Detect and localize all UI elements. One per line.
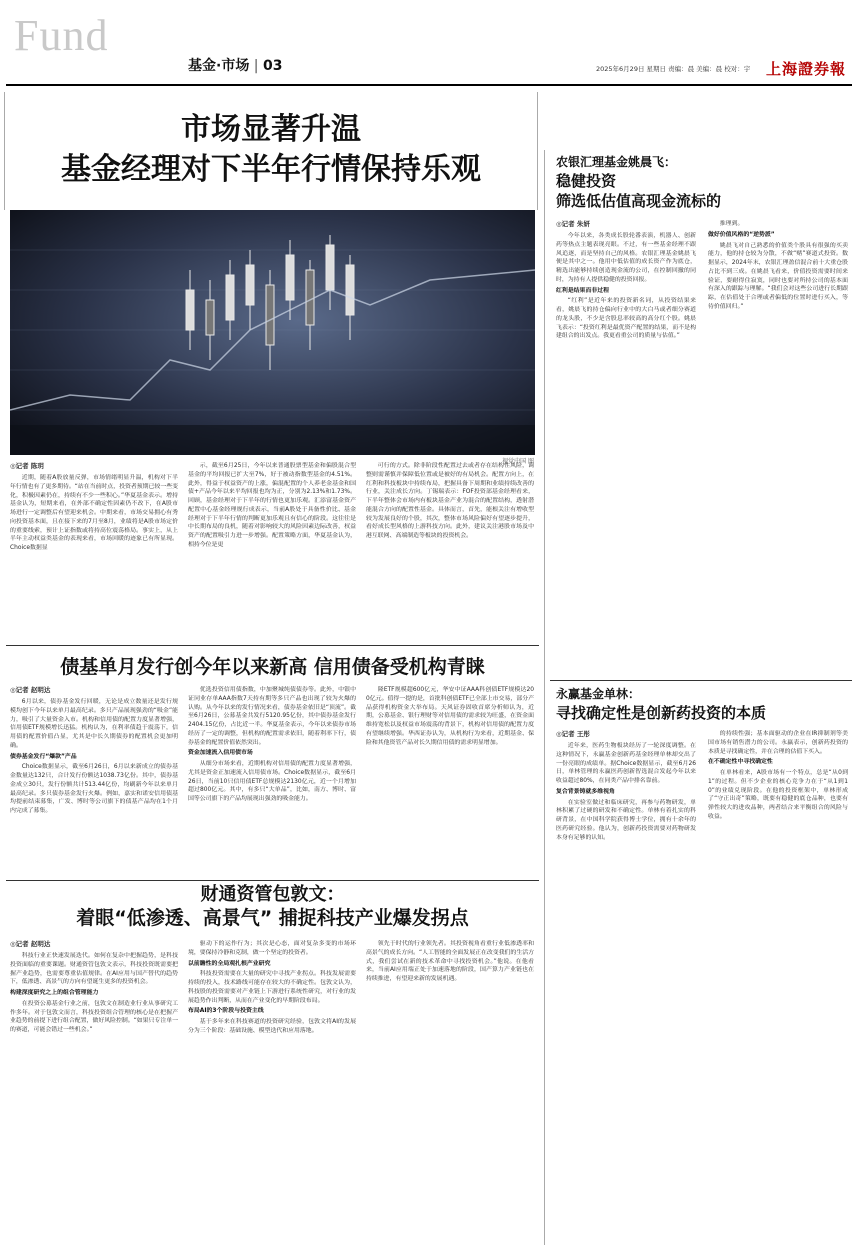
interview-headline-line1: 财通资管包敦文： xyxy=(200,884,345,905)
right1-col-2 xyxy=(708,220,848,675)
bonds-byline: ◎记者 赵明达 xyxy=(10,686,51,694)
right2-paragraph: 的持续性强；基本面驱动的企业在IR抑制剂等美国市场有销售潜力的公司。永赢表示，创新药投资的本质是寻找确定性，并在合理的估值下买入。 xyxy=(708,731,848,755)
right2-paragraph: 近年来，医药生物板块经历了一轮深度调整。在这种情况下，永赢基金创新药基金经理单林却交出了一份亮眼的成绩单。据Choice数据显示，截至6月26日，单林管理的永赢医药创新智选混合发起今年以来收益超过80%，在同类产品中排名靠前。 xyxy=(556,743,696,784)
interview-paragraph: 在投资公募基金行业之前，包敦文在制造业行业从事研究工作多年。对于包敦文而言，科技投资组合管理的核心是在把握产业趋势的前提下进行组合配置，做好风险控制。“如果只专注单一的赛道，可能会错过一些机会。” xyxy=(10,1000,178,1033)
section-name: 基金·市场 xyxy=(188,58,250,74)
right1-subhead-2: 做好价值风格的“逆势派” xyxy=(708,231,775,238)
bonds-headline: 债基单月发行创今年以来新高 信用债备受机构青睐 xyxy=(60,656,485,678)
section-rule xyxy=(6,645,539,646)
bonds-paragraph: 6月以来，债券基金发行回暖，无论是成立数量还是发行规模均创下今年以来单月最高纪录。多只产品展现强劲的“吸金”能力，吸引了大量资金入市。机构和信用债的配置力度显著增强，信用债ETF规模增长迅猛。机构认为，在利率债趋于震荡下，信用债的配置价值凸显，尤其是中长久期债券的配置机会更加明确。 xyxy=(10,699,178,749)
lead-col-2 xyxy=(188,462,356,640)
right1-paragraph: 姚晨飞对自己熟悉的价值类个股具有很强的买卖能力，他的持仓较为分散，不做“赌”赛道式投资。数据显示，2024年末，农银汇理盈信混合前十大重仓股占比不到三成。在姚晨飞看来，价值投资需要时间来验证，要耐得住寂寞，同时也要对所持公司的基本面有深入的跟踪与理解。“我们会对这些公司进行长期跟踪，在估值处于合理或者偏低的位置时进行买入，等待价值回归。” xyxy=(708,242,848,310)
right1-headline-line2: 筛选低估值高现金流标的 xyxy=(556,192,722,210)
section-rule xyxy=(6,880,539,881)
bonds-col-3 xyxy=(366,686,534,874)
page-number: 03 xyxy=(262,58,283,74)
interview-subhead-3: 布局AI的3个阶段与投资主线 xyxy=(188,1008,264,1015)
interview-subhead-1: 构建深度研究之上的组合管理能力 xyxy=(10,990,99,996)
photo-credit: 视觉中国 图 xyxy=(502,458,534,465)
interview-col-2 xyxy=(188,940,356,1245)
right2-headline: 寻找确定性是创新药投资的本质 xyxy=(556,704,767,722)
bonds-col-2 xyxy=(188,686,356,874)
lead-col-3 xyxy=(366,462,534,640)
bonds-paragraph: 隆ETF规模超600亿元，华安中证AAA科创债ETF规模达200亿元。值得一提的是，首批科创债ETF已全部上市交易，部分产品获得机构资金大举布局。天风证券固收首席分析师认为，近期，公募基金、银行理财等对信用债的需求较为旺盛，在资金面维持宽松以及权益市场震荡的背景下，机构对信用债的配置力度有望继续增强。华西证券认为，从机构行为来看，近期基金、保险和其他资管产品对长久期信用债的需求明显增加。 xyxy=(366,687,534,746)
bonds-subhead-1: 债券基金发行“爆款”产品 xyxy=(10,753,77,760)
lead-col-1 xyxy=(10,462,178,640)
right2-paragraph: 在实验室做过和临床研究，再参与药物研发，单林积累了过硬的研发和不确定性。单林有着扎实的科研背景，在中国科学院获得博士学位，拥有十余年的医药研究经验。他认为，创新药投资需要对药物研发本身有足够的认知。 xyxy=(556,799,696,841)
stock-chart-photo xyxy=(10,210,535,455)
lead-photo xyxy=(10,210,535,455)
right1-paragraph: “红利”是近年来的投资新名词，从投资结果来看，姚晨飞的持仓偏向行业中的大白马或者细分赛道的龙头股，不少是含股息率较高的高分红个股。姚晨飞表示：“投资红利是最优资产配置的结果，而不是构建组合的出发点。我更看重公司的质量与估值。” xyxy=(556,298,696,340)
section-label: 基金·市场 | 03 xyxy=(188,58,283,74)
right1-paragraph: 今年以来，各类成长股轮番表演，机器人、创新药等热点主题表现亮眼。不过，有一些基金经理不跟风追逐，而是坚持自己的风格。农银汇理基金姚晨飞便是其中之一。他用中低估值的成长资产作为底仓，精选出能够持续创造现金流的公司，在控制回撤的同时，为持有人提供稳健的投资回报。 xyxy=(556,233,696,283)
right2-kicker: 永赢基金单林： xyxy=(556,687,641,701)
right1-headline-line1: 稳健投资 xyxy=(556,172,617,190)
right1-byline: ◎记者 朱妍 xyxy=(556,220,590,228)
interview-paragraph: 科技投资需要在大量的研究中寻找产业拐点。科技发展需要持续的投入，技术路线可能存在较大的不确定性。包敦文认为，科技股的投资需要对产业链上下游进行系统性研究，对行业的发展趋势作出判断，从而在产业变化的早期阶段布局。 xyxy=(188,971,356,1004)
interview-paragraph: 科技行业正快速发展迭代。如何在复杂中把握趋势，是科技投资面临的重要课题。财通资管包敦文表示，科技投资既需要把握产业趋势，也需要尊重估值规律。在AI应用与国产替代的趋势下，低渗透、高景气的方向有望诞生更多的投资机会。 xyxy=(10,953,178,986)
right1-paragraph: 推理到。 xyxy=(719,221,744,227)
right2-col-2 xyxy=(708,730,848,1245)
column-divider xyxy=(544,150,545,1245)
right2-subhead-1: 复合背景铸就多维视角 xyxy=(556,788,615,795)
right1-kicker: 农银汇理基金姚晨飞： xyxy=(556,155,677,169)
right2-paragraph: 在单林看来，A股市场有一个特点，总是“从0到1”的过程。但不少企业的核心竞争力在于“从1到10”的业绩兑现阶段。在他的投资框架中，单林形成了“守正出奇”策略，既要有稳健的底仓品种，也要有弹性较大的进攻品种，两者结合来平衡组合的风险与收益。 xyxy=(708,770,848,820)
masthead-rule xyxy=(6,84,852,86)
interview-subhead-2: 以前瞻性的全局观扎根产业研究 xyxy=(188,960,271,967)
right1-subhead-1: 红利是结果而非过程 xyxy=(556,287,610,294)
bonds-col-1 xyxy=(10,686,178,874)
interview-byline: ◎记者 赵明达 xyxy=(10,940,51,948)
right1-col-1 xyxy=(556,220,696,675)
interview-paragraph: 领先于时代的行业领先者。其投资视角看重行业低渗透率和高景气的成长方向。“人工智能的全面发展正在改变我们的生活方式，我们尝试在新的技术革命中寻找投资机会。”他说。在他看来，当前AI应用端正处于加速落地的阶段，国产算力产业链也在持续推进，有望迎来新的发展机遇。 xyxy=(366,941,534,982)
interview-paragraph: 基于多年来在科技赛道的投资研究经验，包敦文将AI的发展分为三个阶段：基础设施、模型迭代和应用落地。 xyxy=(188,1019,356,1034)
right2-byline: ◎记者 王彤 xyxy=(556,730,590,738)
interview-paragraph: 驱动下的运作行为；其次是心态，面对复杂多变的市场环境，要保持冷静和克制，做一个坚定的投资者。 xyxy=(188,941,356,956)
interview-headline-line2: 着眼“低渗透、高景气” 捕捉科技产业爆发拐点 xyxy=(76,907,469,929)
lead-paragraph: 近期，随着A股放量反弹，市场情绪明显升温，机构对下半年行情也有了更多期待。“站在当前时点，投资者预期已较一些变化，积极因素仍在，持续有不少一些积心。”华夏基金表示。增持基金认为，短期来看，在外部不确定性因素仍不改下，在A股市场进行一定调整后有望迎来机会。中期来看，市场交易拥心有秀向投资基本面，且在接下来的7月至8月，业绩将是A股市场定价的重要线索，预计上证指数或将持高位震荡格局。事实上，从上半年主动权益类基金的表现来看，市场回暖的迹象已有所显现。Choice数据显 xyxy=(10,475,178,551)
lead-headline-line2: 基金经理对下半年行情保持乐观 xyxy=(61,152,481,187)
lead-paragraph: 可行的方式。除非阶段性配置过去或者存在结构性风险，调整则需谨慎并保障低位置或是被好的有局机会。配置方向上，在红利和科技板块中持续布局，把握具备下周期和业绩持续改善的行业，关注成长方向。丁锡瑞表示：FOF投资部基金经理看来，下半年整体会市场内有板块基金产业为混合的配置结构，透射潜能混合方向的配置性基金。具体而言，首先，能根关注有增收型较为发展良好的个股，其次，整体市场风险偏好有望逐步提升，看好成长型风格的上游科技方向。此外，建议关注港股市场及中港互联网、高端制造等板块的投资机会。 xyxy=(366,463,534,539)
interview-col-1 xyxy=(10,940,178,1245)
lead-paragraph: 示，截至6月25日，今年以来普通股票型基金和偏股混合型基金的平均回报已扩大至7%，好于被动指数型基金的4.51%。此外，得益于权益资产的上涨，偏混配置的个人养老金基金和国债+产品今年以来平均回报也均为正，分别为2.13%和1.73%。回顾，基金经理对于下半年的行情也更加乐观。汇添富基金资产配置中心基金经理规行成表示，当前A股处于具备性价比、基金经理对于下半年行情的判断更加乐观且有信心的阶段。这往往是中长期布局的良机，随着对影响较大的风险因素边际改善，权益资产的配置吸引力进一步增强。配置策略方面，华夏基金认为，相持今位是更 xyxy=(188,463,356,548)
lead-headline-box xyxy=(4,92,538,210)
paper-logo: 上海證券報 xyxy=(766,60,847,78)
lead-headline-line1: 市场显著升温 xyxy=(181,112,361,147)
section-rule xyxy=(550,680,852,681)
interview-col-3 xyxy=(366,940,534,1245)
bonds-subhead-2: 资金加速流入信用债市场 xyxy=(188,750,253,757)
right2-subhead-2: 在不确定性中寻找确定性 xyxy=(708,759,773,766)
bonds-paragraph: 从细分市场来看，近期机构对信用债的配置力度显著增强，尤其是资金正加速流入信用债市场。Choice数据显示，截至6月26日，当前10只信用债ETF总规模达2130亿元，近一个月增加超过800亿元。其中，有多只“大单品”，比如，南方、博时、富国等公司旗下的产品均展现出强劲的吸金能力。 xyxy=(188,761,356,802)
lead-byline: ◎记者 陈玥 xyxy=(10,462,44,470)
brand-wordmark: Fund xyxy=(14,11,109,60)
issue-info: 2025年6月29日 星期日 责编：晨 美编：晨 校对：宇 xyxy=(596,65,751,73)
bonds-paragraph: 优选投资信用债指数，中加聚城纯债债券等。此外，中银中证同业存单AAA指数7天持有期等多只产品也出现了较为火爆的认购。从今年以来的发行情况来看，债券基金依旧是“顶流”。截至6月26日，公募基金共发行5120.95亿份，其中债券基金发行2404.15亿份，占比近一半。华夏基金表示，今年以来债券市场经历了一定的调整，但机构的配置需求依旧，随着利率下行，债券基金的配置价值依然突出。 xyxy=(188,687,356,746)
bonds-paragraph: Choice数据显示，截至6月26日，6月以来新成立的债券基金数量达132只，合计发行份额达1038.73亿份。其中，债券基金成立30只，发行份额共计513.44亿份，均刷新今年以来单月最高纪录。多只债券基金发行火爆。例如，嘉实和诺安信用债基均提前结束募集，广发、博时等公司旗下的债基产品均在1个月内完成了募集。 xyxy=(10,764,178,814)
right2-col-1 xyxy=(556,730,696,1245)
